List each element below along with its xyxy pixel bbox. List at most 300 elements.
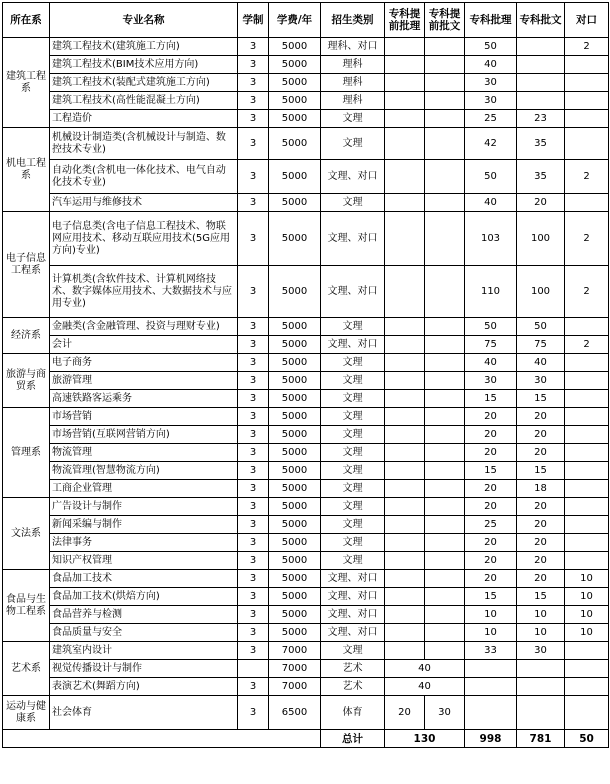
- arts-cell: 30: [517, 372, 565, 390]
- years-cell: 3: [238, 128, 269, 160]
- department-name: 建筑工程系: [3, 38, 50, 128]
- department-name: 运动与健康系: [3, 696, 50, 730]
- major-name: 电子商务: [50, 354, 238, 372]
- category-cell: 理科: [321, 56, 385, 74]
- major-name: 电子信息类(含电子信息工程技术、物联网应用技术、移动互联应用技术(5G应用方向)专业): [50, 212, 238, 266]
- pre-science-cell: [385, 534, 425, 552]
- duikou-cell: [565, 426, 609, 444]
- fee-cell: 5000: [269, 160, 321, 194]
- major-name: 市场营销(互联网营销方向): [50, 426, 238, 444]
- duikou-cell: 10: [565, 570, 609, 588]
- duikou-cell: [565, 194, 609, 212]
- science-cell: 40: [465, 354, 517, 372]
- duikou-cell: [565, 642, 609, 660]
- years-cell: 3: [238, 194, 269, 212]
- category-cell: 文理、对口: [321, 606, 385, 624]
- total-label: 总计: [321, 730, 385, 748]
- table-row: [3, 660, 609, 678]
- years-cell: 3: [238, 390, 269, 408]
- major-name: 食品营养与检测: [50, 606, 238, 624]
- table-body: [3, 38, 609, 748]
- table-row: [3, 462, 609, 480]
- years-cell: 3: [238, 354, 269, 372]
- duikou-cell: 2: [565, 160, 609, 194]
- arts-cell: 20: [517, 194, 565, 212]
- years-cell: 3: [238, 570, 269, 588]
- pre-science-cell: [385, 38, 425, 56]
- major-name: 金融类(含金融管理、投资与理财专业): [50, 318, 238, 336]
- major-name: 视觉传播设计与制作: [50, 660, 238, 678]
- fee-cell: 7000: [269, 660, 321, 678]
- arts-cell: 50: [517, 318, 565, 336]
- table-row: [3, 266, 609, 318]
- fee-cell: 5000: [269, 606, 321, 624]
- fee-cell: 5000: [269, 588, 321, 606]
- table-row: [3, 194, 609, 212]
- header-pre-arts: 专科提前批文: [425, 3, 465, 38]
- years-cell: 3: [238, 534, 269, 552]
- duikou-cell: 2: [565, 266, 609, 318]
- fee-cell: 5000: [269, 498, 321, 516]
- header-years: 学制: [238, 3, 269, 38]
- pre-science-cell: [385, 426, 425, 444]
- science-cell: 25: [465, 516, 517, 534]
- pre-science-cell: [385, 498, 425, 516]
- science-cell: 25: [465, 110, 517, 128]
- years-cell: 3: [238, 212, 269, 266]
- science-cell: 33: [465, 642, 517, 660]
- years-cell: 3: [238, 74, 269, 92]
- pre-arts-cell: [425, 372, 465, 390]
- fee-cell: 5000: [269, 534, 321, 552]
- science-cell: 15: [465, 390, 517, 408]
- pre-batch-cell: 40: [385, 678, 465, 696]
- duikou-cell: [565, 110, 609, 128]
- table-row: [3, 498, 609, 516]
- duikou-cell: [565, 128, 609, 160]
- major-name: 广告设计与制作: [50, 498, 238, 516]
- arts-cell: 18: [517, 480, 565, 498]
- major-name: 工程造价: [50, 110, 238, 128]
- table-row: [3, 678, 609, 696]
- pre-science-cell: [385, 194, 425, 212]
- pre-science-cell: [385, 212, 425, 266]
- duikou-cell: [565, 390, 609, 408]
- pre-arts-cell: [425, 606, 465, 624]
- table-row: [3, 372, 609, 390]
- pre-arts-cell: [425, 426, 465, 444]
- major-name: 建筑工程技术(建筑施工方向): [50, 38, 238, 56]
- duikou-cell: [565, 480, 609, 498]
- pre-science-cell: [385, 642, 425, 660]
- pre-arts-cell: [425, 38, 465, 56]
- duikou-cell: 10: [565, 624, 609, 642]
- arts-cell: 15: [517, 462, 565, 480]
- table-row: [3, 354, 609, 372]
- category-cell: 文理: [321, 128, 385, 160]
- table-row: [3, 390, 609, 408]
- department-name: 文法系: [3, 498, 50, 570]
- table-row: [3, 110, 609, 128]
- major-name: 计算机类(含软件技术、计算机网络技术、数字媒体应用技术、大数据技术与应用专业): [50, 266, 238, 318]
- pre-arts-cell: [425, 552, 465, 570]
- pre-science-cell: [385, 110, 425, 128]
- duikou-cell: [565, 660, 609, 678]
- science-cell: 30: [465, 74, 517, 92]
- duikou-cell: [565, 498, 609, 516]
- pre-science-cell: [385, 372, 425, 390]
- science-cell: 30: [465, 372, 517, 390]
- pre-arts-cell: [425, 480, 465, 498]
- major-name: 食品质量与安全: [50, 624, 238, 642]
- arts-cell: 20: [517, 516, 565, 534]
- major-name: 市场营销: [50, 408, 238, 426]
- science-cell: 20: [465, 570, 517, 588]
- pre-arts-cell: [425, 56, 465, 74]
- arts-cell: 20: [517, 570, 565, 588]
- pre-arts-cell: [425, 444, 465, 462]
- pre-arts-cell: [425, 74, 465, 92]
- department-name: 机电工程系: [3, 128, 50, 212]
- pre-arts-cell: [425, 354, 465, 372]
- table-row: [3, 534, 609, 552]
- table-row: [3, 642, 609, 660]
- category-cell: 文理、对口: [321, 588, 385, 606]
- pre-science-cell: [385, 624, 425, 642]
- category-cell: 文理、对口: [321, 160, 385, 194]
- major-name: 表演艺术(舞蹈方向): [50, 678, 238, 696]
- years-cell: 3: [238, 516, 269, 534]
- pre-science-cell: [385, 56, 425, 74]
- years-cell: 3: [238, 462, 269, 480]
- arts-cell: 23: [517, 110, 565, 128]
- category-cell: 文理: [321, 480, 385, 498]
- arts-cell: 100: [517, 212, 565, 266]
- fee-cell: 5000: [269, 516, 321, 534]
- pre-arts-cell: [425, 390, 465, 408]
- science-cell: 20: [465, 498, 517, 516]
- fee-cell: 5000: [269, 354, 321, 372]
- arts-cell: 40: [517, 354, 565, 372]
- duikou-cell: [565, 678, 609, 696]
- pre-arts-cell: [425, 570, 465, 588]
- years-cell: 3: [238, 372, 269, 390]
- category-cell: 文理: [321, 642, 385, 660]
- fee-cell: 5000: [269, 128, 321, 160]
- fee-cell: 5000: [269, 552, 321, 570]
- duikou-cell: [565, 92, 609, 110]
- years-cell: 3: [238, 110, 269, 128]
- category-cell: 文理: [321, 462, 385, 480]
- years-cell: 3: [238, 498, 269, 516]
- header-duikou: 对口: [565, 3, 609, 38]
- fee-cell: 5000: [269, 480, 321, 498]
- fee-cell: 5000: [269, 336, 321, 354]
- pre-science-cell: [385, 160, 425, 194]
- major-name: 建筑工程技术(装配式建筑施工方向): [50, 74, 238, 92]
- years-cell: 3: [238, 480, 269, 498]
- years-cell: 3: [238, 38, 269, 56]
- table-row: [3, 128, 609, 160]
- fee-cell: 5000: [269, 56, 321, 74]
- pre-arts-cell: [425, 624, 465, 642]
- pre-science-cell: [385, 318, 425, 336]
- science-cell: 10: [465, 624, 517, 642]
- duikou-cell: 2: [565, 336, 609, 354]
- years-cell: 3: [238, 642, 269, 660]
- table-row: [3, 696, 609, 730]
- pre-arts-cell: [425, 462, 465, 480]
- duikou-cell: [565, 408, 609, 426]
- years-cell: 3: [238, 426, 269, 444]
- fee-cell: 5000: [269, 624, 321, 642]
- major-name: 工商企业管理: [50, 480, 238, 498]
- science-cell: 20: [465, 480, 517, 498]
- major-name: 会计: [50, 336, 238, 354]
- duikou-cell: [565, 516, 609, 534]
- table-row: [3, 588, 609, 606]
- arts-cell: 35: [517, 128, 565, 160]
- fee-cell: 7000: [269, 678, 321, 696]
- pre-science-cell: [385, 570, 425, 588]
- fee-cell: 5000: [269, 570, 321, 588]
- fee-cell: 5000: [269, 462, 321, 480]
- major-name: 知识产权管理: [50, 552, 238, 570]
- major-name: 食品加工技术: [50, 570, 238, 588]
- pre-arts-cell: [425, 534, 465, 552]
- science-cell: 75: [465, 336, 517, 354]
- science-cell: 40: [465, 56, 517, 74]
- arts-cell: 15: [517, 588, 565, 606]
- years-cell: 3: [238, 266, 269, 318]
- arts-cell: 10: [517, 624, 565, 642]
- fee-cell: 5000: [269, 92, 321, 110]
- header-category: 招生类别: [321, 3, 385, 38]
- years-cell: [238, 660, 269, 678]
- total-pre-batch: 130: [385, 730, 465, 748]
- years-cell: 3: [238, 624, 269, 642]
- duikou-cell: [565, 56, 609, 74]
- table-row: [3, 426, 609, 444]
- years-cell: 3: [238, 588, 269, 606]
- major-name: 高速铁路客运乘务: [50, 390, 238, 408]
- duikou-cell: 10: [565, 588, 609, 606]
- science-cell: 20: [465, 534, 517, 552]
- pre-science-cell: [385, 516, 425, 534]
- science-cell: 15: [465, 588, 517, 606]
- arts-cell: [517, 660, 565, 678]
- category-cell: 文理、对口: [321, 266, 385, 318]
- total-blank-cell: [3, 730, 321, 748]
- fee-cell: 5000: [269, 194, 321, 212]
- fee-cell: 5000: [269, 212, 321, 266]
- major-name: 建筑工程技术(BIM技术应用方向): [50, 56, 238, 74]
- pre-arts-cell: [425, 160, 465, 194]
- table-row: [3, 606, 609, 624]
- category-cell: 理科、对口: [321, 38, 385, 56]
- table-row: [3, 74, 609, 92]
- table-row: [3, 624, 609, 642]
- pre-science-cell: [385, 266, 425, 318]
- arts-cell: 10: [517, 606, 565, 624]
- pre-arts-cell: [425, 110, 465, 128]
- header-major: 专业名称: [50, 3, 238, 38]
- duikou-cell: [565, 372, 609, 390]
- science-cell: [465, 660, 517, 678]
- pre-arts-cell: [425, 642, 465, 660]
- total-science: 998: [465, 730, 517, 748]
- science-cell: 10: [465, 606, 517, 624]
- category-cell: 文理: [321, 534, 385, 552]
- duikou-cell: [565, 318, 609, 336]
- pre-science-cell: [385, 336, 425, 354]
- arts-cell: [517, 74, 565, 92]
- years-cell: 3: [238, 56, 269, 74]
- pre-science-cell: [385, 552, 425, 570]
- pre-arts-cell: [425, 92, 465, 110]
- duikou-cell: [565, 552, 609, 570]
- category-cell: 文理: [321, 318, 385, 336]
- fee-cell: 5000: [269, 318, 321, 336]
- science-cell: 50: [465, 38, 517, 56]
- fee-cell: 5000: [269, 266, 321, 318]
- major-name: 建筑工程技术(高性能混凝土方向): [50, 92, 238, 110]
- pre-science-cell: [385, 606, 425, 624]
- table-row: [3, 552, 609, 570]
- science-cell: 20: [465, 444, 517, 462]
- department-name: 艺术系: [3, 642, 50, 696]
- header-science: 专科批理: [465, 3, 517, 38]
- major-name: 法律事务: [50, 534, 238, 552]
- category-cell: 文理、对口: [321, 570, 385, 588]
- fee-cell: 5000: [269, 110, 321, 128]
- category-cell: 文理: [321, 426, 385, 444]
- pre-arts-cell: [425, 318, 465, 336]
- science-cell: 50: [465, 318, 517, 336]
- major-name: 物流管理: [50, 444, 238, 462]
- pre-science-cell: [385, 408, 425, 426]
- category-cell: 体育: [321, 696, 385, 730]
- pre-arts-cell: [425, 266, 465, 318]
- pre-arts-cell: [425, 212, 465, 266]
- fee-cell: 5000: [269, 426, 321, 444]
- department-name: 管理系: [3, 408, 50, 498]
- fee-cell: 7000: [269, 642, 321, 660]
- header-pre-science: 专科提前批理: [385, 3, 425, 38]
- category-cell: 文理: [321, 194, 385, 212]
- duikou-cell: [565, 696, 609, 730]
- major-name: 食品加工技术(烘焙方向): [50, 588, 238, 606]
- fee-cell: 6500: [269, 696, 321, 730]
- years-cell: 3: [238, 318, 269, 336]
- table-row: [3, 92, 609, 110]
- arts-cell: [517, 92, 565, 110]
- department-name: 食品与生物工程系: [3, 570, 50, 642]
- major-name: 汽车运用与维修技术: [50, 194, 238, 212]
- pre-arts-cell: [425, 336, 465, 354]
- header-fee: 学费/年: [269, 3, 321, 38]
- years-cell: 3: [238, 444, 269, 462]
- years-cell: 3: [238, 408, 269, 426]
- category-cell: 文理、对口: [321, 212, 385, 266]
- fee-cell: 5000: [269, 38, 321, 56]
- years-cell: 3: [238, 678, 269, 696]
- pre-science-cell: [385, 354, 425, 372]
- duikou-cell: [565, 534, 609, 552]
- total-duikou: 50: [565, 730, 609, 748]
- fee-cell: 5000: [269, 408, 321, 426]
- duikou-cell: 2: [565, 212, 609, 266]
- pre-arts-cell: [425, 194, 465, 212]
- science-cell: 110: [465, 266, 517, 318]
- major-name: 物流管理(智慧物流方向): [50, 462, 238, 480]
- arts-cell: 30: [517, 642, 565, 660]
- total-row: [3, 730, 609, 748]
- category-cell: 文理: [321, 516, 385, 534]
- pre-science-cell: [385, 480, 425, 498]
- science-cell: 20: [465, 426, 517, 444]
- category-cell: 理科: [321, 92, 385, 110]
- department-name: 电子信息工程系: [3, 212, 50, 318]
- table-row: [3, 56, 609, 74]
- pre-science-cell: [385, 74, 425, 92]
- years-cell: 3: [238, 552, 269, 570]
- table-row: [3, 38, 609, 56]
- years-cell: 3: [238, 92, 269, 110]
- arts-cell: 20: [517, 408, 565, 426]
- science-cell: 42: [465, 128, 517, 160]
- science-cell: 15: [465, 462, 517, 480]
- duikou-cell: 10: [565, 606, 609, 624]
- category-cell: 理科: [321, 74, 385, 92]
- duikou-cell: [565, 74, 609, 92]
- total-arts: 781: [517, 730, 565, 748]
- category-cell: 文理: [321, 390, 385, 408]
- major-name: 社会体育: [50, 696, 238, 730]
- science-cell: 50: [465, 160, 517, 194]
- arts-cell: [517, 678, 565, 696]
- category-cell: 艺术: [321, 678, 385, 696]
- years-cell: 3: [238, 336, 269, 354]
- arts-cell: 100: [517, 266, 565, 318]
- arts-cell: [517, 38, 565, 56]
- arts-cell: [517, 56, 565, 74]
- arts-cell: 35: [517, 160, 565, 194]
- category-cell: 艺术: [321, 660, 385, 678]
- department-name: 旅游与商贸系: [3, 354, 50, 408]
- arts-cell: 75: [517, 336, 565, 354]
- duikou-cell: [565, 444, 609, 462]
- category-cell: 文理: [321, 552, 385, 570]
- category-cell: 文理: [321, 408, 385, 426]
- arts-cell: 20: [517, 552, 565, 570]
- enrollment-plan-table: [2, 2, 609, 748]
- duikou-cell: [565, 462, 609, 480]
- pre-arts-cell: [425, 516, 465, 534]
- category-cell: 文理: [321, 444, 385, 462]
- science-cell: 40: [465, 194, 517, 212]
- arts-cell: 20: [517, 534, 565, 552]
- science-cell: [465, 696, 517, 730]
- pre-arts-cell: [425, 408, 465, 426]
- pre-arts-cell: 30: [425, 696, 465, 730]
- pre-science-cell: [385, 588, 425, 606]
- header-department: 所在系: [3, 3, 50, 38]
- major-name: 建筑室内设计: [50, 642, 238, 660]
- table-row: [3, 444, 609, 462]
- major-name: 新闻采编与制作: [50, 516, 238, 534]
- pre-arts-cell: [425, 498, 465, 516]
